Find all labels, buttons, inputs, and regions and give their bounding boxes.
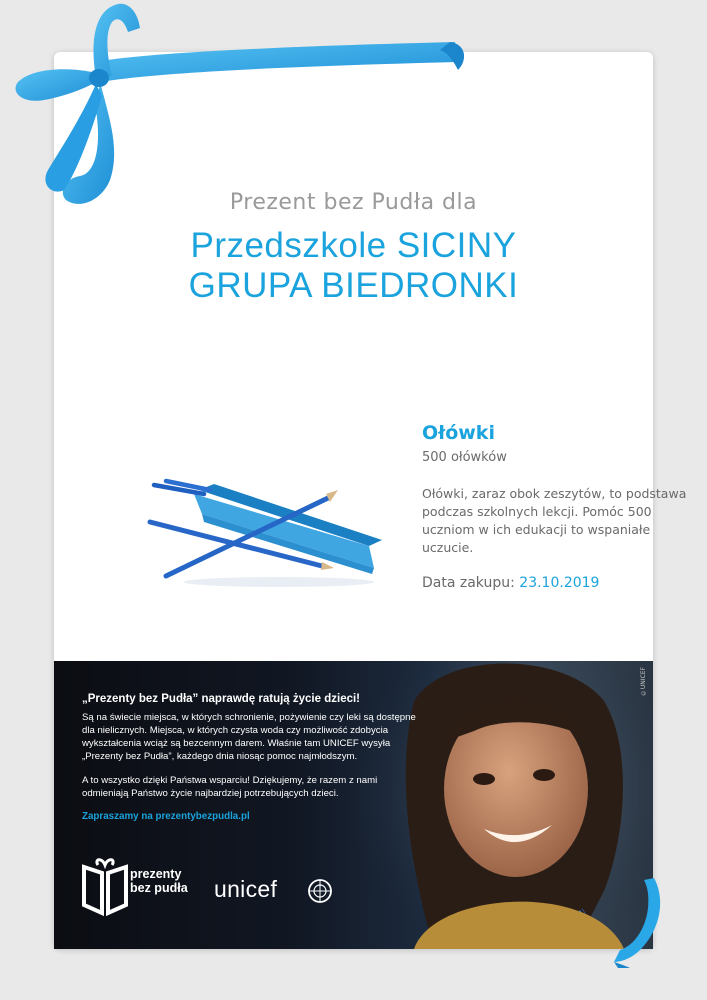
website-link[interactable]: Zapraszamy na prezentybezpudla.pl bbox=[82, 811, 250, 822]
purchase-date bbox=[422, 575, 702, 591]
banner-text bbox=[82, 693, 422, 822]
photo-copyright: ©UNICEF bbox=[640, 667, 647, 697]
banner-paragraph-2: A to wszystko dzięki Państwa wsparciu! Dziękujemy, że razem z nami odmieniają Państwo życie najbardziej potrzebujących dzieci. bbox=[82, 775, 378, 799]
recipient-line-1: Przedszkole SICINY bbox=[190, 226, 517, 265]
pencils-box-image bbox=[144, 462, 394, 592]
prezenty-bez-pudla-logo-icon bbox=[80, 857, 130, 917]
logo-pbp-line-2: bez pudła bbox=[130, 881, 188, 895]
banner-paragraph-1: Są na świecie miejsca, w których schronienie, pożywienie czy leki są dostępne dla nielicznych. Miejsca, w których czysta woda czy możliwość zdobycia wykształcenia wciąż są bezcennym darem. Właśnie tam UNICEF wysyła „Prezenty bez Pudła”, każdego dnia niosąc pomoc najmłodszym. bbox=[82, 712, 416, 762]
ribbon-top-left-icon bbox=[0, 0, 470, 215]
logo-pbp-line-1: prezenty bbox=[130, 867, 182, 881]
gift-name: Ołówki bbox=[422, 422, 495, 444]
certificate-intro: Prezent bez Pudła dla bbox=[229, 190, 478, 215]
recipient-line-2: GRUPA BIEDRONKI bbox=[188, 266, 519, 305]
gift-details bbox=[422, 422, 702, 591]
prezenty-bez-pudla-logo-text bbox=[130, 867, 188, 895]
gift-description: Ołówki, zaraz obok zeszytów, to podstawa podczas szkolnych lekcji. Pomóc 500 uczniom w ich edukacji to wspaniałe uczucie. bbox=[422, 486, 687, 555]
unicef-banner bbox=[54, 661, 653, 949]
purchase-date-value: 23.10.2019 bbox=[519, 575, 600, 591]
ribbon-bottom-right-icon bbox=[610, 870, 670, 970]
gift-quantity: 500 ołówków bbox=[422, 450, 507, 465]
unicef-emblem-icon bbox=[307, 878, 333, 904]
recipient-name bbox=[0, 226, 707, 306]
unicef-logo-text: unicef bbox=[214, 876, 278, 902]
purchase-date-label: Data zakupu: bbox=[422, 575, 515, 591]
banner-title: „Prezenty bez Pudła” naprawdę ratują życie dzieci! bbox=[82, 693, 361, 705]
